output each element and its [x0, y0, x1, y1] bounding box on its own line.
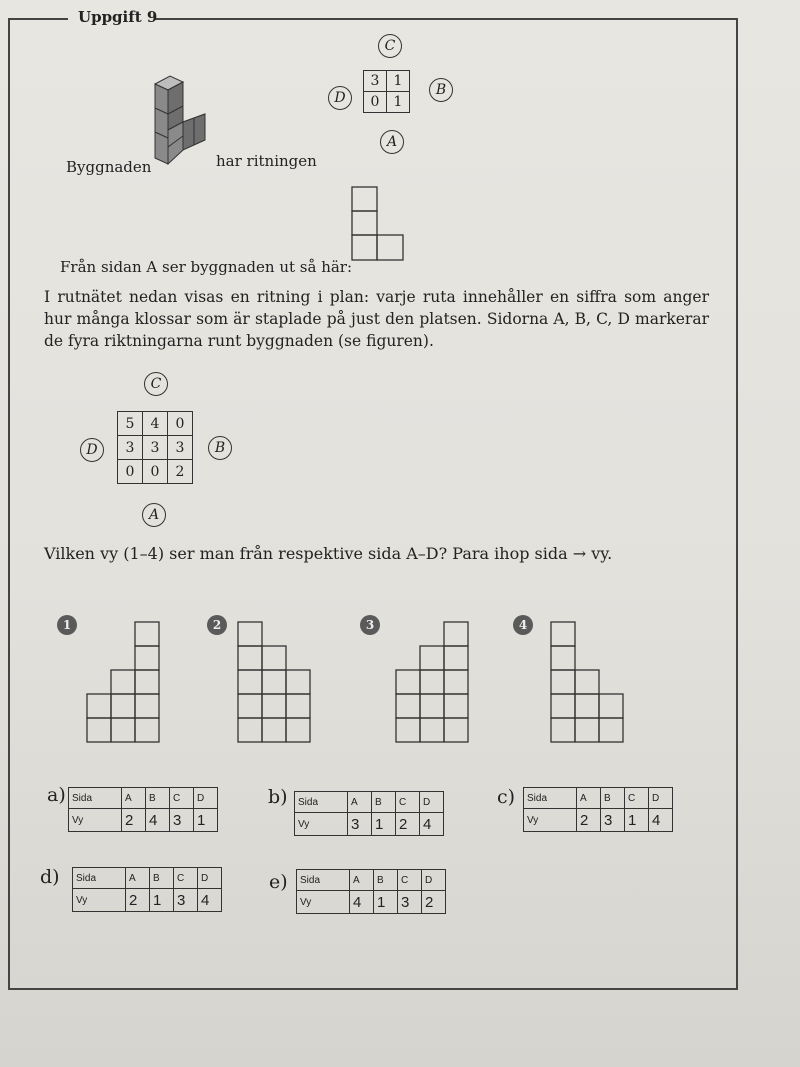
small-plan-grid: [363, 70, 410, 113]
option-c-table[interactable]: [523, 787, 673, 832]
option-cell: 1: [374, 891, 398, 914]
view-block: [444, 670, 468, 694]
view-block: [551, 622, 575, 646]
option-cell: 4: [649, 809, 673, 832]
plan-cell: 0: [143, 460, 168, 484]
view-block: [444, 694, 468, 718]
view-block: [262, 670, 286, 694]
view-block: [551, 670, 575, 694]
option-cell: 1: [625, 809, 649, 832]
view-block: [575, 670, 599, 694]
option-cell: 3: [174, 889, 198, 912]
plan-cell: 2: [168, 460, 193, 484]
option-cell: B: [372, 792, 396, 813]
option-cell: Vy: [73, 889, 126, 912]
option-cell: 4: [350, 891, 374, 914]
view-block: [444, 622, 468, 646]
option-cell: C: [170, 788, 194, 809]
option-d-table[interactable]: [72, 867, 222, 912]
option-cell: Sida: [295, 792, 348, 813]
plan-cell: 0: [364, 92, 387, 113]
view-block: [238, 718, 262, 742]
small-side-b: B: [429, 78, 453, 102]
big-side-a: A: [142, 503, 166, 527]
view-block: [551, 646, 575, 670]
option-cell: 2: [126, 889, 150, 912]
view-2-badge: 2: [207, 615, 227, 635]
view-block: [135, 694, 159, 718]
small-side-a: A: [380, 130, 404, 154]
view-block: [599, 718, 623, 742]
view-1-figure: [86, 621, 158, 745]
instructions-paragraph: I rutnätet nedan visas en ritning i plan: varje ruta innehåller en siffra som anger hur många klossar som är staplade på just den platsen. Sidorna A, B, C, D markerar de fyra riktningarna runt byggnaden (se figuren).: [44, 288, 709, 350]
side-a-text: Från sidan A ser byggnaden ut så här:: [60, 258, 353, 276]
option-cell: 2: [577, 809, 601, 832]
small-side-d: D: [328, 86, 352, 110]
view-block: [396, 694, 420, 718]
view-block: [599, 694, 623, 718]
option-cell: D: [420, 792, 444, 813]
option-cell: 3: [601, 809, 625, 832]
task-title: Uppgift 9: [78, 8, 158, 26]
plan-cell: 3: [168, 436, 193, 460]
big-side-c: C: [144, 372, 168, 396]
view-block: [87, 694, 111, 718]
view-block: [551, 718, 575, 742]
option-cell: 4: [146, 809, 170, 832]
option-cell: 3: [398, 891, 422, 914]
option-cell: 4: [198, 889, 222, 912]
intro-left-text: Byggnaden: [66, 158, 152, 176]
isometric-building-icon: [150, 72, 210, 172]
plan-cell: 1: [387, 71, 410, 92]
view-4-figure: [550, 621, 626, 745]
view-block: [575, 694, 599, 718]
view-block: [286, 718, 310, 742]
plan-cell: 1: [387, 92, 410, 113]
plan-cell: 3: [364, 71, 387, 92]
view-block: [87, 718, 111, 742]
view-block: [111, 718, 135, 742]
option-cell: C: [174, 868, 198, 889]
big-side-d: D: [80, 438, 104, 462]
view-4-badge: 4: [513, 615, 533, 635]
view-block: [286, 670, 310, 694]
view-block: [135, 670, 159, 694]
option-cell: Sida: [69, 788, 122, 809]
view-block: [420, 718, 444, 742]
option-cell: Vy: [69, 809, 122, 832]
plan-cell: 3: [118, 436, 143, 460]
option-cell: 4: [420, 813, 444, 836]
view-block: [238, 694, 262, 718]
view-block: [238, 670, 262, 694]
option-cell: Sida: [73, 868, 126, 889]
view-block: [238, 622, 262, 646]
big-side-b: B: [208, 436, 232, 460]
view-block: [135, 718, 159, 742]
view-block: [135, 622, 159, 646]
view-block: [420, 694, 444, 718]
option-cell: 1: [194, 809, 218, 832]
option-c-label: c): [497, 786, 516, 808]
plan-cell: 3: [143, 436, 168, 460]
option-cell: B: [146, 788, 170, 809]
option-cell: 2: [122, 809, 146, 832]
option-cell: C: [625, 788, 649, 809]
option-cell: D: [649, 788, 673, 809]
view-block: [575, 718, 599, 742]
option-cell: Vy: [524, 809, 577, 832]
option-cell: 1: [150, 889, 174, 912]
option-cell: C: [396, 792, 420, 813]
option-cell: 3: [348, 813, 372, 836]
option-cell: B: [150, 868, 174, 889]
view-2-figure: [237, 621, 309, 745]
view-3-badge: 3: [360, 615, 380, 635]
option-b-table[interactable]: [294, 791, 444, 836]
plan-cell: 0: [118, 460, 143, 484]
view-block: [262, 646, 286, 670]
frame-top-left: [8, 18, 68, 20]
view-3-figure: [395, 621, 467, 745]
option-cell: A: [577, 788, 601, 809]
option-cell: Vy: [297, 891, 350, 914]
view-1-badge: 1: [57, 615, 77, 635]
option-cell: Sida: [524, 788, 577, 809]
option-cell: 2: [396, 813, 420, 836]
view-block: [396, 670, 420, 694]
plan-cell: 4: [143, 412, 168, 436]
option-cell: 1: [372, 813, 396, 836]
view-block: [262, 694, 286, 718]
option-cell: C: [398, 870, 422, 891]
view-block: [286, 694, 310, 718]
view-block: [551, 694, 575, 718]
option-a-label: a): [47, 784, 66, 806]
option-cell: 2: [422, 891, 446, 914]
view-block: [238, 646, 262, 670]
frame-top-right: [155, 18, 736, 20]
option-b-label: b): [268, 786, 288, 808]
option-e-table[interactable]: [296, 869, 446, 914]
option-cell: D: [422, 870, 446, 891]
option-cell: B: [601, 788, 625, 809]
option-cell: A: [126, 868, 150, 889]
option-cell: A: [122, 788, 146, 809]
view-block: [420, 646, 444, 670]
option-cell: A: [350, 870, 374, 891]
option-a-table[interactable]: [68, 787, 218, 832]
question-text: Vilken vy (1–4) ser man från respektive sida A–D? Para ihop sida → vy.: [44, 544, 613, 563]
view-block: [111, 670, 135, 694]
option-cell: D: [194, 788, 218, 809]
option-cell: B: [374, 870, 398, 891]
option-cell: Sida: [297, 870, 350, 891]
view-block: [396, 718, 420, 742]
view-block: [444, 718, 468, 742]
side-a-view-figure: [351, 186, 405, 262]
plan-cell: 5: [118, 412, 143, 436]
intro-right-text: har ritningen: [216, 152, 317, 170]
view-block: [111, 694, 135, 718]
option-e-label: e): [269, 871, 288, 893]
big-plan-grid: [117, 411, 193, 484]
small-side-c: C: [378, 34, 402, 58]
view-block: [262, 718, 286, 742]
option-cell: Vy: [295, 813, 348, 836]
view-block: [420, 670, 444, 694]
plan-cell: 0: [168, 412, 193, 436]
option-cell: D: [198, 868, 222, 889]
view-block: [444, 646, 468, 670]
option-d-label: d): [40, 866, 60, 888]
option-cell: 3: [170, 809, 194, 832]
view-block: [135, 646, 159, 670]
option-cell: A: [348, 792, 372, 813]
